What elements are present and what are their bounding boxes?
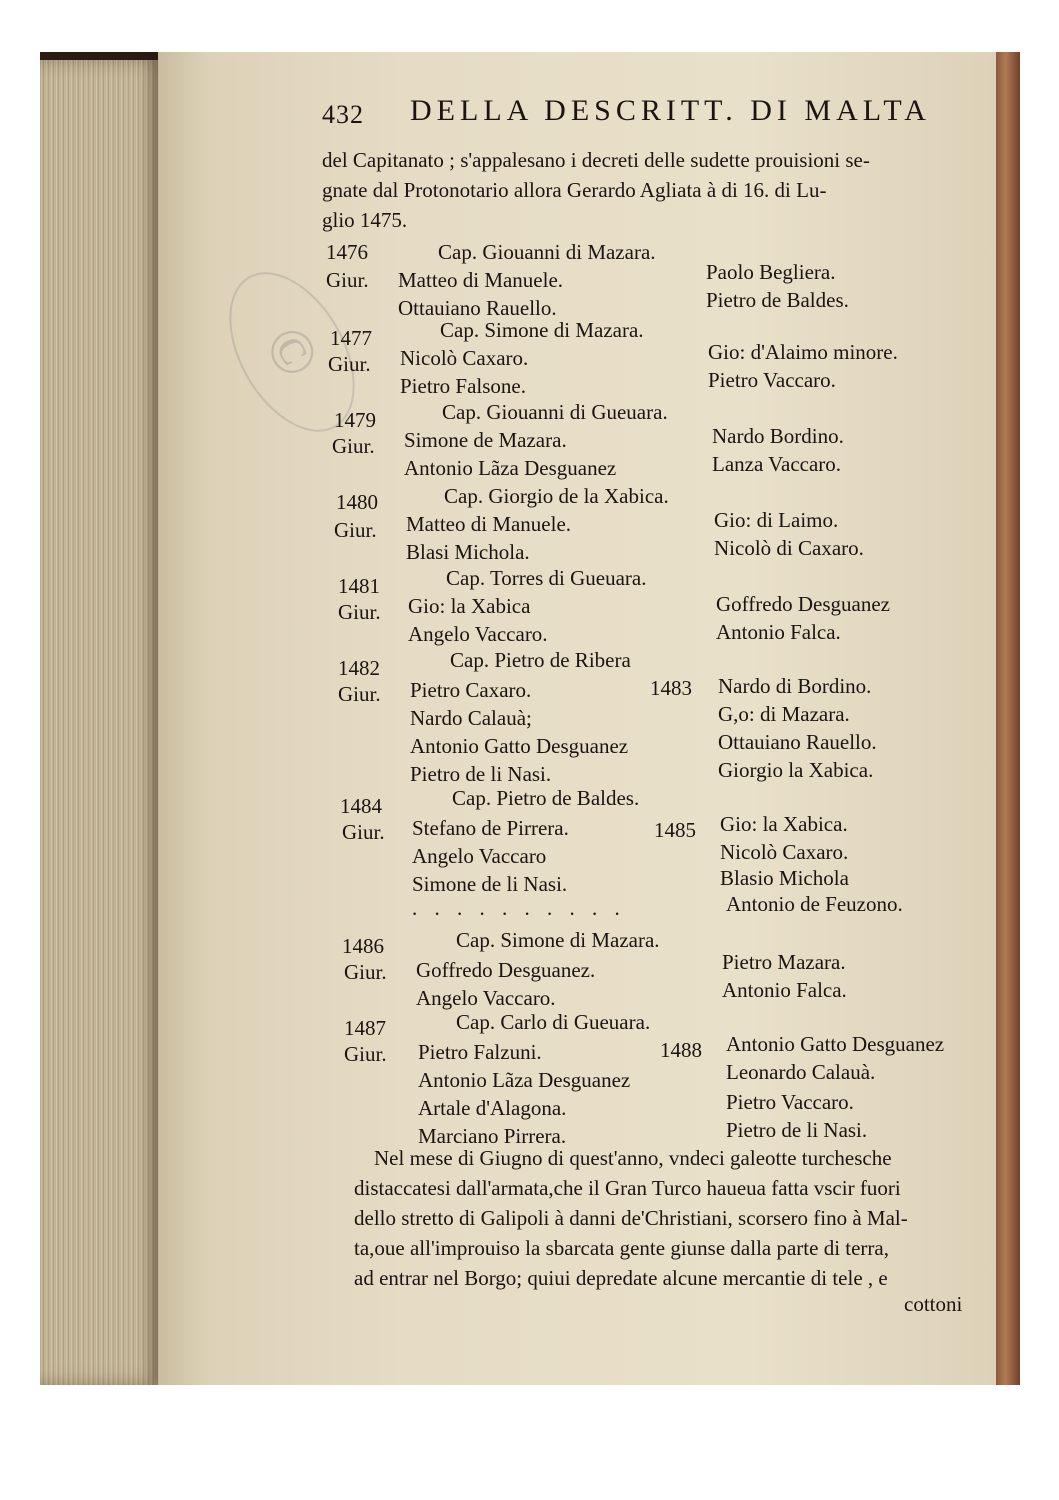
entry-year: 1484 <box>340 794 382 818</box>
entry-captain: Cap. Torres di Gueuara. <box>446 566 647 590</box>
left-name: Matteo di Manuele. <box>398 268 564 292</box>
body-line: dello stretto di Galipoli à danni de'Christiani, scorsero fino à Mal- <box>354 1206 908 1230</box>
copyright-watermark-icon: © <box>203 251 380 454</box>
right-name: Lanza Vaccaro. <box>712 452 842 476</box>
left-name: Goffredo Desguanez. <box>416 958 596 982</box>
left-name: Nardo Calauà; <box>410 706 532 730</box>
entry-giur-label: Giur. <box>342 820 385 844</box>
entry-year: 1477 <box>330 326 372 350</box>
right-name: Pietro Vaccaro. <box>708 368 836 392</box>
entry-year: 1482 <box>338 656 380 680</box>
right-name: Antonio Gatto Desguanez <box>726 1032 945 1056</box>
right-name: G,o: di Mazara. <box>718 702 850 726</box>
left-name: Simone de li Nasi. <box>412 872 568 896</box>
left-name: Pietro Caxaro. <box>410 678 532 702</box>
body-line: distaccatesi dall'armata,che il Gran Turco haueua fatta vscir fuori <box>354 1176 901 1200</box>
entry-captain: Cap. Giorgio de la Xabica. <box>444 484 669 508</box>
right-name: Leonardo Calauà. <box>726 1060 876 1084</box>
right-name: Gio: di Laimo. <box>714 508 839 532</box>
entry-captain: Cap. Pietro de Baldes. <box>452 786 640 810</box>
right-name: Goffredo Desguanez <box>716 592 890 616</box>
left-name: Angelo Vaccaro. <box>408 622 548 646</box>
left-name: Blasi Michola. <box>406 540 530 564</box>
entry-captain: Cap. Giouanni di Mazara. <box>438 240 656 264</box>
dotted-line: . . . . . . . . . . <box>412 896 626 920</box>
left-name: Angelo Vaccaro <box>412 844 547 868</box>
entry-year: 1476 <box>326 240 368 264</box>
right-name: Paolo Begliera. <box>706 260 836 284</box>
right-name: Pietro de li Nasi. <box>726 1118 868 1142</box>
catchword: cottoni <box>904 1292 963 1316</box>
left-name: Stefano de Pirrera. <box>412 816 569 840</box>
left-name: Simone de Mazara. <box>404 428 567 452</box>
right-name: Ottauiano Rauello. <box>718 730 877 754</box>
right-name: Gio: d'Alaimo minore. <box>708 340 898 364</box>
right-name: Nicolò di Caxaro. <box>714 536 864 560</box>
body-line: ta,oue all'improuiso la sbarcata gente giunse dalla parte di terra, <box>354 1236 889 1260</box>
right-name: Pietro Mazara. <box>722 950 846 974</box>
entry-giur-label: Giur. <box>326 268 369 292</box>
entry-year: 1487 <box>344 1016 386 1040</box>
right-name: Giorgio la Xabica. <box>718 758 874 782</box>
entry-giur-label: Giur. <box>334 518 377 542</box>
entry-giur-label: Giur. <box>344 1042 387 1066</box>
body-line: ad entrar nel Borgo; quiui depredate alcune mercantie di tele , e <box>354 1266 888 1290</box>
left-name: Antonio Lãza Desguanez <box>418 1068 631 1092</box>
right-year: 1488 <box>660 1038 702 1062</box>
intro-line: del Capitanato ; s'appalesano i decreti delle sudette prouisioni se- <box>322 148 870 172</box>
left-name: Pietro Falzuni. <box>418 1040 542 1064</box>
right-year: 1483 <box>650 676 692 700</box>
left-name: Antonio Lãza Desguanez <box>404 456 617 480</box>
entry-captain: Cap. Giouanni di Gueuara. <box>442 400 668 424</box>
right-name: Pietro de Baldes. <box>706 288 849 312</box>
left-name: Antonio Gatto Desguanez <box>410 734 629 758</box>
entry-year: 1486 <box>342 934 384 958</box>
entry-giur-label: Giur. <box>328 352 371 376</box>
entry-year: 1480 <box>336 490 378 514</box>
entry-year: 1481 <box>338 574 380 598</box>
entry-captain: Cap. Carlo di Gueuara. <box>456 1010 651 1034</box>
entry-captain: Cap. Simone di Mazara. <box>456 928 660 952</box>
right-name: Antonio Falca. <box>722 978 847 1002</box>
running-head: DELLA DESCRITT. DI MALTA <box>410 94 931 127</box>
right-year: 1485 <box>654 818 696 842</box>
left-name: Angelo Vaccaro. <box>416 986 556 1010</box>
body-line: Nel mese di Giugno di quest'anno, vndeci galeotte turchesche <box>374 1146 892 1170</box>
left-name: Pietro de li Nasi. <box>410 762 552 786</box>
left-name: Artale d'Alagona. <box>418 1096 567 1120</box>
right-name: Pietro Vaccaro. <box>726 1090 854 1114</box>
left-name: Gio: la Xabica <box>408 594 531 618</box>
left-name: Pietro Falsone. <box>400 374 526 398</box>
entry-giur-label: Giur. <box>338 600 381 624</box>
intro-line: gnate dal Protonotario allora Gerardo Agliata à di 16. di Lu- <box>322 178 827 202</box>
left-name: Nicolò Caxaro. <box>400 346 529 370</box>
right-name: Gio: la Xabica. <box>720 812 848 836</box>
right-name: Nardo Bordino. <box>712 424 844 448</box>
entry-year: 1479 <box>334 408 376 432</box>
right-name: Nicolò Caxaro. <box>720 840 849 864</box>
page-number: 432 <box>322 100 364 129</box>
right-name: Antonio de Feuzono. <box>726 892 903 916</box>
entry-captain: Cap. Simone di Mazara. <box>440 318 644 342</box>
left-name: Matteo di Manuele. <box>406 512 572 536</box>
right-name: Antonio Falca. <box>716 620 841 644</box>
entry-giur-label: Giur. <box>338 682 381 706</box>
right-name: Blasio Michola <box>720 866 849 890</box>
entry-giur-label: Giur. <box>344 960 387 984</box>
left-name: Marciano Pirrera. <box>418 1124 567 1148</box>
right-name: Nardo di Bordino. <box>718 674 872 698</box>
intro-line: glio 1475. <box>322 208 408 232</box>
left-name: Ottauiano Rauello. <box>398 296 557 320</box>
entry-captain: Cap. Pietro de Ribera <box>450 648 631 672</box>
entry-giur-label: Giur. <box>332 434 375 458</box>
